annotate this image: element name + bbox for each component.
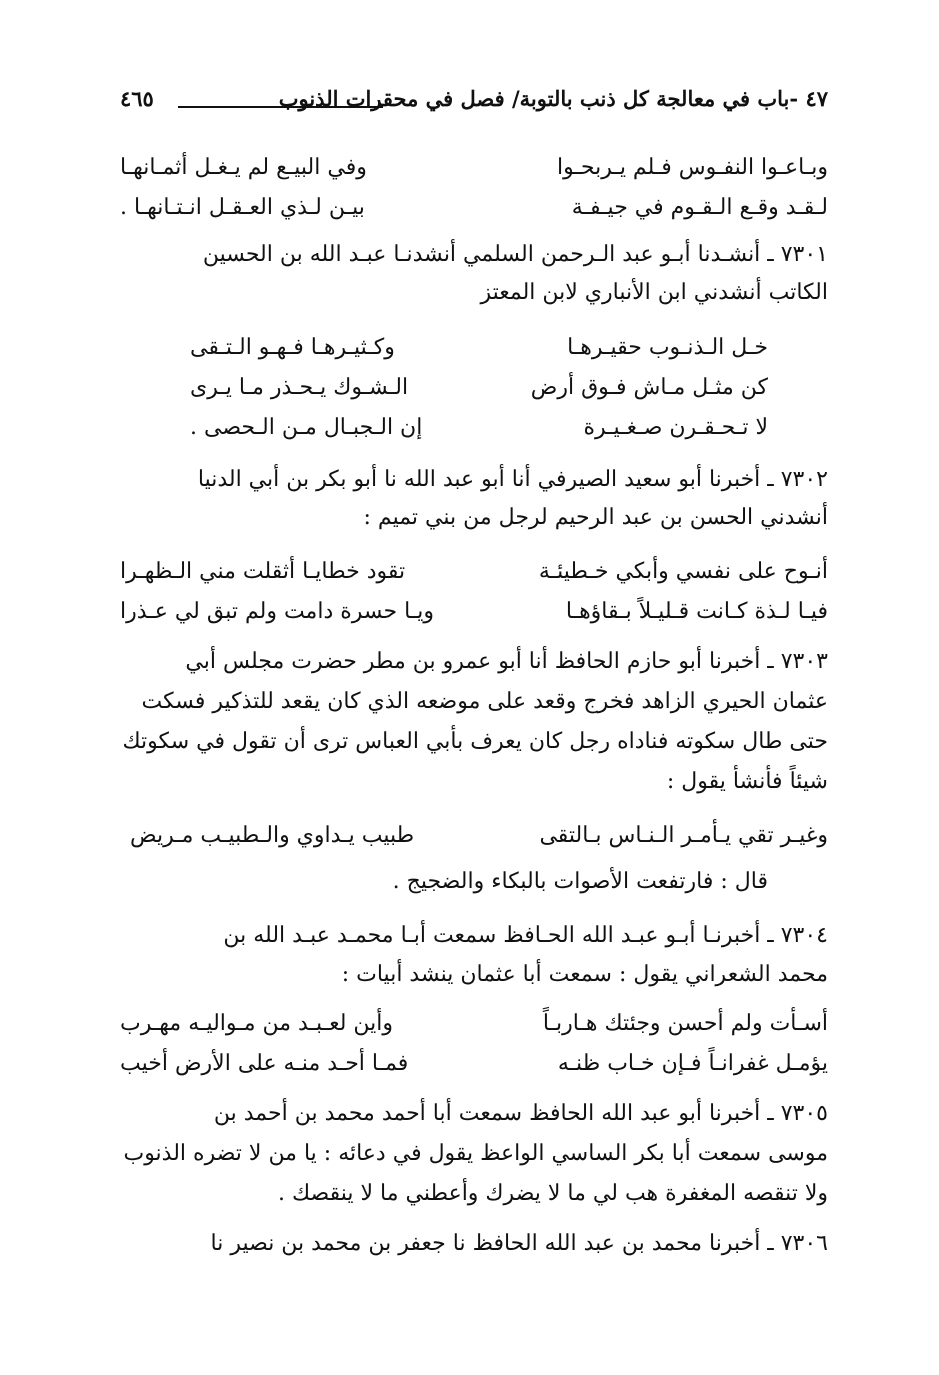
hemistich-first: يؤمـل غفرانـاً فـإن خـاب ظنـه [557, 1051, 828, 1076]
paragraph-7301-line-1: ٧٣٠١ ـ أنشـدنا أبـو عبد الـرحمن السلمي أنشدنـا عبـد الله بن الحسين [202, 242, 828, 267]
hemistich-first: أنـوح على نفسي وأبكي خـطيئـة [538, 559, 828, 584]
verse-line [120, 552, 828, 592]
verse-line [120, 408, 828, 448]
hemistich-second: تقود خطايـا أثقلت مني الـظهـرا [120, 559, 406, 584]
paragraph-7303-line-4: شيئاً فأنشأ يقول : [666, 769, 828, 794]
paragraph-7304-line-2: محمد الشعراني يقول : سمعت أبا عثمان ينشد أبيات : [341, 962, 828, 987]
verse-line [120, 328, 828, 368]
paragraph-7303-line-3: حتى طال سكوته فناداه رجل كان يعرف بأبي العباس ترى أن تقول في سكوتك [122, 729, 828, 754]
hemistich-second: بيـن لـذي العـقـل انـتـانهـا . [120, 195, 365, 220]
hemistich-second: وكـثيـرهـا فـهـو الـتـقى [190, 335, 395, 360]
hemistich-second: طبيب يـداوي والـطبيـب مـريض [130, 823, 415, 848]
header-rule [178, 106, 383, 108]
page-number: ٤٦٥ [120, 86, 154, 111]
verse-line [120, 1044, 828, 1084]
paragraph-7304-line-1: ٧٣٠٤ ـ أخبرنـا أبـو عبـد الله الحـافظ سمعت أبـا محمـد عبـد الله بن [223, 923, 828, 948]
hemistich-first: أسـأت ولم أحسن وجئتك هـاربـاً [542, 1011, 828, 1036]
paragraph-7305-line-1: ٧٣٠٥ ـ أخبرنا أبو عبد الله الحافظ سمعت أبا أحمد محمد بن أحمد بن [213, 1101, 828, 1126]
hemistich-second: الـشـوك يـحـذر مـا يـرى [190, 375, 409, 400]
paragraph-7305-line-3: ولا تنقصه المغفرة هب لي ما لا يضرك وأعطني ما لا ينقصك . [278, 1181, 828, 1206]
verse-line [120, 816, 828, 856]
hemistich-first: وبـاعـوا النفـوس فـلم يـربحـوا [556, 155, 828, 180]
hemistich-second: وأين لعـبـد من مـواليـه مهـرب [120, 1011, 394, 1036]
verse-line [120, 592, 828, 632]
hemistich-first: فيـا لـذة كـانت قـليـلاً بـقاؤهـا [565, 599, 828, 624]
paragraph-7302-line-1: ٧٣٠٢ ـ أخبرنا أبو سعيد الصيرفي أنا أبو عبد الله نا أبو بكر بن أبي الدنيا [197, 467, 828, 492]
verse-line [120, 148, 828, 188]
hemistich-first: لـقـد وقـع الـقـوم في جيـفـة [571, 195, 828, 220]
verse-line [120, 188, 828, 228]
verse-line [120, 368, 828, 408]
hemistich-second: فمـا أحـد منـه على الأرض أخيب [120, 1051, 409, 1076]
hemistich-first: خـل الـذنـوب حقيـرهـا [567, 335, 768, 360]
hemistich-second: ويـا حسرة دامت ولم تبق لي عـذرا [120, 599, 435, 624]
chapter-title: ٤٧ -باب في معالجة كل ذنب بالتوبة/ فصل في محقرات الذنوب [278, 86, 828, 111]
paragraph-7302-line-2: أنشدني الحسن بن عبد الرحيم لرجل من بني تميم : [363, 505, 828, 530]
paragraph-7303-line-2: عثمان الحيري الزاهد فخرج وقعد على موضعه الذي كان يقعد للتذكير فسكت [141, 689, 828, 714]
paragraph-7306-line-1: ٧٣٠٦ ـ أخبرنا محمد بن عبد الله الحافظ نا جعفر بن محمد بن نصير نا [210, 1231, 828, 1256]
paragraph-7303-line-1: ٧٣٠٣ ـ أخبرنا أبو حازم الحافظ أنا أبو عمرو بن مطر حضرت مجلس أبي [185, 649, 828, 674]
running-header [120, 84, 828, 124]
hemistich-second: وفي البيـع لم يـغـل أثمـانهـا [120, 155, 367, 180]
qala-line: قال : فارتفعت الأصوات بالبكاء والضجيج . [392, 869, 768, 894]
hemistich-first: كن مثـل مـاش فـوق أرض [530, 375, 768, 400]
hemistich-first: وغيـر تقي يـأمـر الـنـاس بـالتقى [539, 823, 828, 848]
hemistich-first: لا تـحـقـرن صـغـيـرة [583, 415, 768, 440]
paragraph-7301-line-2: الكاتب أنشدني ابن الأنباري لابن المعتز [480, 280, 828, 305]
verse-line [120, 1004, 828, 1044]
hemistich-second: إن الـجبـال مـن الـحصى . [190, 415, 423, 440]
paragraph-7305-line-2: موسى سمعت أبا بكر الساسي الواعظ يقول في دعائه : يا من لا تضره الذنوب [123, 1141, 828, 1166]
